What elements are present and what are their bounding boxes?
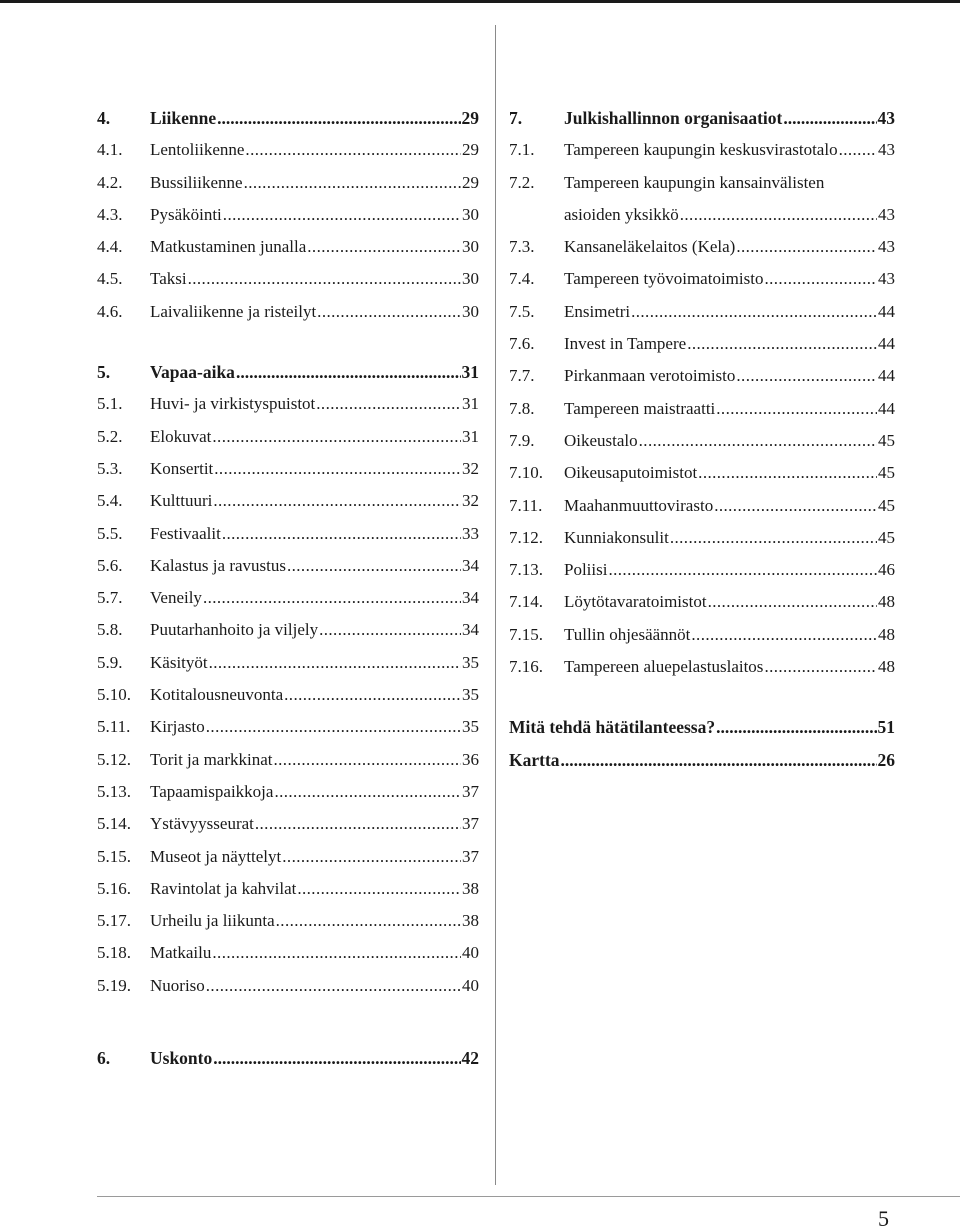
toc-entry[interactable]: [97, 550, 479, 582]
dot-leader: [764, 651, 877, 683]
toc-entry-title: Lentoliikenne: [150, 140, 245, 160]
toc-entry[interactable]: [97, 231, 479, 263]
dot-leader: [307, 231, 461, 263]
dot-leader: [736, 231, 877, 263]
dot-leader: [209, 647, 461, 679]
dot-leader: [716, 711, 876, 743]
toc-entry-page: 33: [462, 523, 479, 543]
toc-entry-title: Elokuvat: [150, 426, 212, 446]
toc-entry[interactable]: [509, 360, 895, 392]
dot-leader: [297, 873, 461, 905]
toc-entry-number: 5.: [97, 362, 111, 383]
toc-entry-title: Konsertit: [150, 458, 214, 478]
toc-entry-page: 44: [878, 334, 895, 354]
dot-leader: [203, 582, 461, 614]
toc-entry-page: 30: [462, 204, 479, 224]
toc-entry[interactable]: [509, 231, 895, 263]
toc-entry-page: 44: [878, 301, 895, 321]
dot-leader: [319, 614, 461, 646]
toc-entry-title: Ystävyysseurat: [150, 814, 254, 834]
toc-entry-page: 51: [877, 717, 895, 738]
dot-leader: [217, 102, 460, 134]
toc-entry-number: 5.4.: [97, 491, 123, 511]
toc-right-column: [509, 102, 895, 776]
toc-entry-number: 5.18.: [97, 943, 131, 963]
toc-entry-title: Tullin ohjesäännöt: [564, 624, 691, 644]
toc-entry-title: Huvi- ja virkistyspuistot: [150, 394, 316, 414]
toc-entry-number: 4.5.: [97, 269, 123, 289]
toc-entry-page: 43: [878, 269, 895, 289]
dot-leader: [206, 970, 461, 1002]
toc-entry-number: 7.15.: [509, 624, 543, 644]
toc-entry[interactable]: [509, 586, 895, 618]
dot-leader: [213, 485, 461, 517]
toc-entry-title: Kirjasto: [150, 717, 205, 737]
toc-entry-title: Tampereen kaupungin keskusvirastotalo: [564, 140, 838, 160]
toc-entry[interactable]: [97, 841, 479, 873]
toc-entry[interactable]: [97, 905, 479, 937]
toc-entry[interactable]: [509, 328, 895, 360]
toc-entry-number: 5.11.: [97, 717, 131, 737]
toc-entry[interactable]: [509, 711, 895, 743]
toc-entry-title: Festivaalit: [150, 523, 221, 543]
toc-entry[interactable]: [509, 744, 895, 776]
toc-entry-number: 4.2.: [97, 172, 123, 192]
dot-leader: [708, 586, 877, 618]
toc-entry-title: Kartta: [509, 749, 560, 770]
toc-entry-page: 45: [878, 463, 895, 483]
toc-entry-page: 48: [878, 657, 895, 677]
toc-entry-number: 4.4.: [97, 237, 123, 257]
page-number: 5: [878, 1206, 889, 1231]
dot-leader: [687, 328, 877, 360]
toc-entry-page: 45: [878, 430, 895, 450]
toc-entry-number: 4.: [97, 108, 111, 128]
toc-entry[interactable]: [97, 614, 479, 646]
toc-entry-number: 5.15.: [97, 846, 131, 866]
toc-entry-continuation[interactable]: [509, 199, 895, 231]
toc-entry-page: 34: [462, 588, 479, 608]
dot-leader: [236, 356, 461, 388]
toc-entry-page: 44: [878, 366, 895, 386]
dot-leader: [691, 619, 877, 651]
toc-entry-page: 30: [462, 237, 479, 257]
toc-entry-page: 32: [462, 458, 479, 478]
toc-entry-title: Kulttuuri: [150, 491, 213, 511]
toc-entry[interactable]: [97, 421, 479, 453]
toc-entry-number: 7.11.: [509, 495, 543, 515]
toc-entry-number: 7.12.: [509, 527, 543, 547]
dot-leader: [206, 711, 461, 743]
dot-leader: [714, 490, 877, 522]
toc-entry[interactable]: [97, 873, 479, 905]
toc-entry-number: 5.8.: [97, 620, 123, 640]
toc-entry-number: 7.2.: [509, 172, 535, 192]
toc-entry-title: Torit ja markkinat: [150, 749, 273, 769]
toc-entry[interactable]: [97, 263, 479, 295]
toc-entry-number: 5.2.: [97, 426, 123, 446]
dot-leader: [680, 199, 877, 231]
toc-entry-number: 5.17.: [97, 911, 131, 931]
toc-entry[interactable]: [509, 296, 895, 328]
dot-leader: [317, 296, 461, 328]
toc-entry-number: 5.16.: [97, 878, 131, 898]
toc-entry[interactable]: [97, 808, 479, 840]
toc-entry-number: 7.5.: [509, 301, 535, 321]
toc-entry-number: 5.13.: [97, 781, 131, 801]
dot-leader: [783, 102, 876, 134]
toc-entry-number: 5.14.: [97, 814, 131, 834]
dot-leader: [255, 808, 461, 840]
toc-entry-number: 5.3.: [97, 458, 123, 478]
toc-entry-page: 43: [877, 108, 895, 128]
dot-leader: [245, 134, 461, 166]
toc-entry-title: Tapaamispaikkoja: [150, 781, 274, 801]
dot-leader: [716, 393, 877, 425]
toc-entry[interactable]: [97, 388, 479, 420]
toc-entry-title: Oikeustalo: [564, 430, 638, 450]
toc-entry-page: 31: [462, 426, 479, 446]
dot-leader: [274, 776, 461, 808]
toc-entry-number: 7.7.: [509, 366, 535, 386]
toc-entry-title: Tampereen kaupungin kansainvälisten: [564, 172, 825, 192]
dot-leader: [670, 522, 877, 554]
dot-leader: [284, 679, 461, 711]
toc-entry-page: 45: [878, 527, 895, 547]
toc-entry-number: 5.9.: [97, 652, 123, 672]
toc-entry-title: Uskonto: [150, 1048, 213, 1069]
dot-leader: [736, 360, 877, 392]
toc-entry-page: 42: [461, 1048, 479, 1069]
toc-entry[interactable]: [97, 102, 479, 134]
toc-entry-page: 43: [878, 140, 895, 160]
toc-entry-title: Laivaliikenne ja risteilyt: [150, 301, 317, 321]
toc-entry-number: 4.3.: [97, 204, 123, 224]
toc-entry-title: Kansaneläkelaitos (Kela): [564, 237, 736, 257]
dot-leader: [244, 167, 461, 199]
toc-entry-page: 46: [878, 560, 895, 580]
footer-rule: [97, 1196, 960, 1197]
toc-entry-title: Maahanmuuttovirasto: [564, 495, 714, 515]
toc-entry-page: 40: [462, 943, 479, 963]
dot-leader: [214, 453, 461, 485]
toc-entry[interactable]: [97, 744, 479, 776]
toc-entry-number: 7.3.: [509, 237, 535, 257]
toc-entry[interactable]: [509, 522, 895, 554]
toc-entry-title: Tampereen työvoimatoimisto: [564, 269, 764, 289]
toc-entry-page: 26: [877, 749, 895, 770]
toc-entry-title: Ensimetri: [564, 301, 631, 321]
toc-entry-title: Poliisi: [564, 560, 608, 580]
toc-entry[interactable]: [509, 425, 895, 457]
toc-entry-number: 7.: [509, 108, 523, 128]
toc-entry[interactable]: [97, 937, 479, 969]
toc-entry-number: 5.12.: [97, 749, 131, 769]
toc-entry-title: Tampereen maistraatti: [564, 398, 716, 418]
toc-entry-page: 43: [878, 237, 895, 257]
toc-entry-number: 5.7.: [97, 588, 123, 608]
toc-entry-number: 5.10.: [97, 685, 131, 705]
toc-entry-page: 31: [462, 394, 479, 414]
dot-leader: [639, 425, 877, 457]
toc-entry[interactable]: [97, 356, 479, 388]
toc-entry[interactable]: [97, 1042, 479, 1074]
toc-entry-title: Veneily: [150, 588, 202, 608]
toc-entry-title: Urheilu ja liikunta: [150, 911, 275, 931]
toc-entry-title: Oikeusaputoimistot: [564, 463, 698, 483]
toc-entry-number: 7.1.: [509, 140, 535, 160]
dot-leader: [213, 1042, 460, 1074]
toc-entry-page: 31: [461, 362, 479, 383]
toc-entry-title: Puutarhanhoito ja viljely: [150, 620, 319, 640]
toc-entry-page: 36: [462, 749, 479, 769]
toc-entry[interactable]: [509, 457, 895, 489]
dot-leader: [212, 937, 461, 969]
toc-entry-number: 6.: [97, 1048, 111, 1069]
dot-leader: [316, 388, 461, 420]
toc-entry-title: Liikenne: [150, 108, 217, 128]
column-divider: [495, 25, 496, 1185]
toc-entry-page: 48: [878, 624, 895, 644]
toc-entry-title: Pirkanmaan verotoimisto: [564, 366, 736, 386]
dot-leader: [212, 421, 461, 453]
toc-entry-number: 7.9.: [509, 430, 535, 450]
toc-entry-title: Julkishallinnon organisaatiot: [564, 108, 783, 128]
dot-leader: [223, 199, 461, 231]
toc-entry[interactable]: [97, 711, 479, 743]
toc-entry-title: Museot ja näyttelyt: [150, 846, 282, 866]
toc-entry-number: 7.4.: [509, 269, 535, 289]
toc-entry-title: Matkustaminen junalla: [150, 237, 307, 257]
toc-entry-page: 35: [462, 685, 479, 705]
toc-entry-page: 30: [462, 301, 479, 321]
toc-entry-number: 5.6.: [97, 555, 123, 575]
toc-entry[interactable]: [97, 167, 479, 199]
toc-entry-title: Matkailu: [150, 943, 212, 963]
top-border-rule: [0, 0, 960, 3]
toc-entry[interactable]: [97, 776, 479, 808]
toc-entry-page: 37: [462, 846, 479, 866]
toc-entry-number: 4.6.: [97, 301, 123, 321]
dot-leader: [608, 554, 877, 586]
toc-entry[interactable]: [509, 619, 895, 651]
toc-entry-page: 29: [462, 172, 479, 192]
dot-leader: [222, 518, 461, 550]
toc-entry-page: 34: [462, 555, 479, 575]
toc-entry[interactable]: [97, 199, 479, 231]
toc-entry-number: 7.16.: [509, 657, 543, 677]
toc-entry-page: 38: [462, 911, 479, 931]
toc-entry[interactable]: [97, 518, 479, 550]
toc-entry-page: 40: [462, 975, 479, 995]
toc-entry-page: 37: [462, 814, 479, 834]
toc-entry-page: 48: [878, 592, 895, 612]
toc-entry[interactable]: [97, 647, 479, 679]
toc-entry-title: Kotitalousneuvonta: [150, 685, 284, 705]
toc-entry[interactable]: [509, 554, 895, 586]
toc-entry-title: Tampereen aluepelastuslaitos: [564, 657, 764, 677]
toc-entry-number: 7.6.: [509, 334, 535, 354]
dot-leader: [631, 296, 877, 328]
toc-entry[interactable]: [509, 263, 895, 295]
toc-entry[interactable]: [509, 134, 895, 166]
toc-entry-page: 44: [878, 398, 895, 418]
toc-entry[interactable]: [97, 582, 479, 614]
toc-entry-number: 7.10.: [509, 463, 543, 483]
toc-entry-number: 4.1.: [97, 140, 123, 160]
toc-entry[interactable]: [509, 167, 895, 199]
toc-entry[interactable]: [97, 679, 479, 711]
toc-entry[interactable]: [97, 453, 479, 485]
toc-entry-page: 30: [462, 269, 479, 289]
toc-entry-title: Pysäköinti: [150, 204, 222, 224]
toc-entry-page: 35: [462, 717, 479, 737]
dot-leader: [274, 744, 462, 776]
toc-entry-title: Ravintolat ja kahvilat: [150, 878, 297, 898]
toc-entry[interactable]: [97, 970, 479, 1002]
toc-entry[interactable]: [97, 296, 479, 328]
toc-entry-number: 5.19.: [97, 975, 131, 995]
toc-entry-title: Invest in Tampere: [564, 334, 687, 354]
toc-entry-page: 37: [462, 781, 479, 801]
toc-entry-page: 45: [878, 495, 895, 515]
toc-entry[interactable]: [509, 651, 895, 683]
dot-leader: [276, 905, 461, 937]
toc-entry-title: Mitä tehdä hätätilanteessa?: [509, 717, 716, 738]
toc-entry[interactable]: [509, 393, 895, 425]
toc-entry-page: 29: [462, 140, 479, 160]
toc-entry-title: Taksi: [150, 269, 187, 289]
dot-leader: [282, 841, 461, 873]
toc-entry-number: 7.13.: [509, 560, 543, 580]
toc-entry-page: 32: [462, 491, 479, 511]
toc-entry-page: 29: [461, 108, 479, 128]
dot-leader: [764, 263, 877, 295]
toc-entry-page: 34: [462, 620, 479, 640]
toc-entry-title: Kalastus ja ravustus: [150, 555, 286, 575]
toc-entry-page: 35: [462, 652, 479, 672]
dot-leader: [561, 744, 877, 776]
toc-entry-number: 7.14.: [509, 592, 543, 612]
dot-leader: [839, 134, 877, 166]
dot-leader: [287, 550, 461, 582]
toc-entry[interactable]: [509, 490, 895, 522]
toc-entry-title: Käsityöt: [150, 652, 208, 672]
toc-entry-number: 5.1.: [97, 394, 123, 414]
toc-entry-number: 5.5.: [97, 523, 123, 543]
toc-entry[interactable]: [97, 134, 479, 166]
toc-entry-title: asioiden yksikkö: [564, 204, 679, 224]
toc-entry-page: 43: [878, 204, 895, 224]
toc-entry-title: Nuoriso: [150, 975, 205, 995]
toc-left-column: [97, 102, 479, 1074]
dot-leader: [188, 263, 461, 295]
dot-leader: [698, 457, 877, 489]
toc-entry[interactable]: [97, 485, 479, 517]
toc-entry-title: Kunniakonsulit: [564, 527, 669, 547]
toc-entry-title: Vapaa-aika: [150, 362, 235, 383]
toc-entry[interactable]: [509, 102, 895, 134]
toc-entry-page: 38: [462, 878, 479, 898]
toc-entry-title: Löytötavaratoimistot: [564, 592, 707, 612]
toc-entry-number: 7.8.: [509, 398, 535, 418]
toc-entry-title: Bussiliikenne: [150, 172, 243, 192]
